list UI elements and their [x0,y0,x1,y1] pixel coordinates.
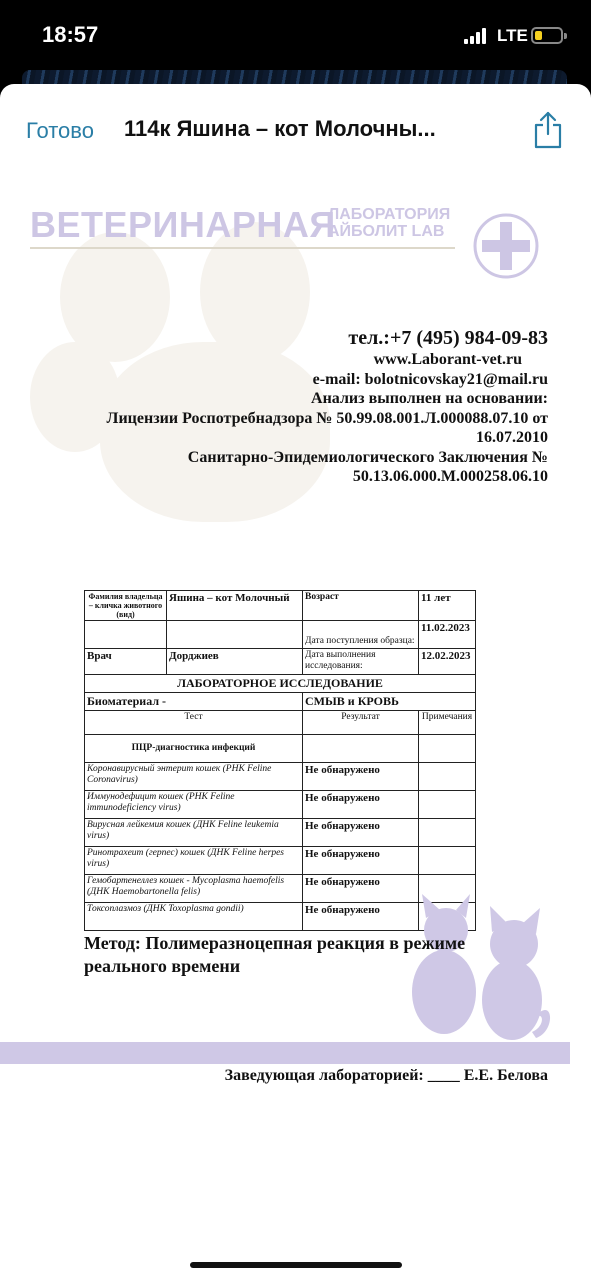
logo-subtitle [328,206,450,240]
signature-line: Заведующая лабораторией: ____ Е.Е. Белова [224,1067,548,1084]
doctor-value: Дорджиев [167,649,303,675]
table-row [85,763,476,791]
section-title: ЛАБОРАТОРНОЕ ИССЛЕДОВАНИЕ [85,675,476,693]
contact-block [48,326,548,487]
sanitary-number: 50.13.06.000.М.000258.06.10 [352,468,548,485]
logo-title: ВЕТЕРИНАРНАЯ [30,204,336,245]
logo-line1: ЛАБОРАТОРИЯ [328,206,451,223]
status-bar [0,0,591,72]
column-result: Результат [303,711,419,735]
test-result: Не обнаружено [303,763,419,791]
status-time: 18:57 [42,22,99,47]
column-test: Тест [85,711,303,735]
column-notes: Примечания [419,711,476,735]
test-notes [419,763,476,791]
test-result: Не обнаружено [303,819,419,847]
empty-cell [303,735,419,763]
biomaterial-label: Биоматериал - [85,693,303,711]
license-text: Лицензии Роспотребнадзора № 50.99.08.001.Л.000088.07.10 от [106,409,548,427]
share-icon[interactable] [532,110,564,150]
test-result: Не обнаружено [303,847,419,875]
document-title: 114к Яшина – кот Молочны... [124,116,436,141]
basis-text: Анализ выполнен на основании: [311,390,548,407]
document-page [0,192,591,1092]
owner-label: Фамилия владельца – кличка животного (вид) [85,591,167,621]
empty-cell [419,735,476,763]
biomaterial-value: СМЫВ и КРОВЬ [303,693,476,711]
battery-icon [531,27,563,44]
empty-cell [167,621,303,649]
age-value: 11 лет [419,591,476,621]
test-name: Коронавирусный энтерит кошек (РНК Feline Coronavirus) [85,763,303,791]
test-name: Токсоплазмоз (ДНК Toxoplasma gondii) [85,903,303,931]
document-viewer-sheet [0,84,591,1280]
cross-logo-icon [472,212,540,280]
owner-value: Яшина – кот Молочный [167,591,303,621]
test-name: Вирусная лейкемия кошек (ДНК Feline leukemia virus) [85,819,303,847]
network-label: LTE [497,26,528,45]
test-notes [419,791,476,819]
results-table [84,590,476,931]
website: www.Laborant-vet.ru [373,351,522,368]
doctor-label: Врач [85,649,167,675]
test-name: Ринотрахеит (герпес) кошек (ДНК Feline herpes virus) [85,847,303,875]
logo-line2: АЙБОЛИТ LAB [328,223,445,240]
footer-band [0,1042,570,1064]
test-result: Не обнаружено [303,791,419,819]
test-result: Не обнаружено [303,903,419,931]
home-indicator[interactable] [190,1262,402,1268]
test-result: Не обнаружено [303,875,419,903]
received-label: Дата поступления образца: [303,621,419,649]
sanitary-text: Санитарно-Эпидемиологического Заключения № [187,448,548,466]
signal-icon [464,28,492,44]
phone: тел.:+7 (495) 984-09-83 [348,327,548,349]
email: e-mail: bolotnicovskay21@mail.ru [312,370,548,388]
test-name: Иммунодефицит кошек (РНК Feline immunodeficiency virus) [85,791,303,819]
empty-cell [85,621,167,649]
done-date-label: Дата выполнения исследования: [303,649,419,675]
table-row [85,847,476,875]
age-label: Возраст [303,591,419,621]
done-button[interactable]: Готово [26,118,94,143]
table-row [85,791,476,819]
table-row [85,819,476,847]
test-name: Гемобартенеллез кошек - Mycoplasma haemofelis (ДНК Haemobartonella felis) [85,875,303,903]
group-title: ПЦР-диагностика инфекций [85,735,303,763]
license-date: 16.07.2010 [476,429,548,446]
test-notes [419,847,476,875]
logo-underline [30,247,455,249]
done-date-value: 12.02.2023 [419,649,476,675]
test-notes [419,819,476,847]
method-text: Метод: Полимеразноцепная реакция в режиме реального времени [84,933,466,976]
received-value: 11.02.2023 [419,621,476,649]
